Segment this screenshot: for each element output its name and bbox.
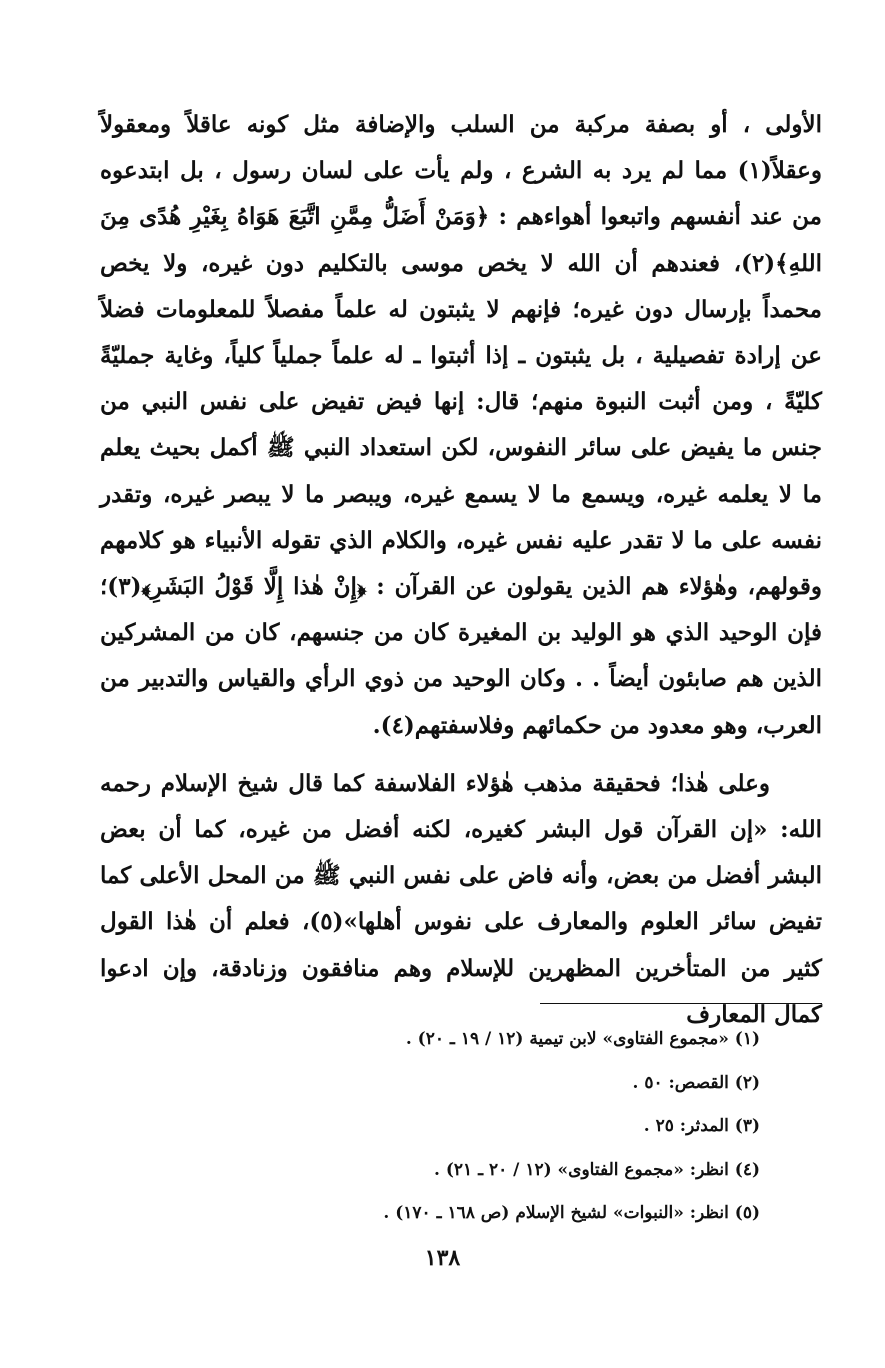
footnote-5: (٥) انظر: «النبوات» لشيخ الإسلام (ص ١٦٨ ـ ١٧٠) . — [383, 1203, 760, 1223]
footnote-2: (٢) القصص: ٥٠ . — [632, 1072, 760, 1093]
footnote-4: (٤) انظر: «مجموع الفتاوى» (١٢ / ٢٠ ـ ٢١) . — [434, 1159, 760, 1180]
footnote-1: (١) «مجموع الفتاوى» لابن تيمية (١٢ / ١٩ ـ ٢٠) . — [405, 1029, 760, 1049]
footnote-separator — [540, 1003, 822, 1004]
paragraph-2: وعلى هٰذا؛ فحقيقة مذهب هٰؤلاء الفلاسفة كما قال شيخ الإسلام رحمه الله: «إن القرآن قول البشر كغيره، لكنه أفضل من غيره، كما أن بعض البشر أفضل من بعض، وأنه فاض على نفس النبي ﷺ من المحل الأعلى كما تفيض سائر العلوم والمعارف على نفوس أهلها»(٥)، فعلم أن هٰذا القول كثير من المتأخرين المظهرين للإسلام وهم منافقون وزنادقة، وإن ادعوا كمال المعارف — [100, 769, 822, 1028]
footnotes — [100, 1018, 760, 1236]
footnote-3: (٣) المدثر: ٢٥ . — [643, 1116, 760, 1136]
paragraph-1: الأولى ، أو بصفة مركبة من السلب والإضافة مثل كونه عاقلاً ومعقولاً وعقلاً(١) مما لم يرد به الشرع ، ولم يأت على لسان رسول ، بل ابتدعوه من عند أنفسهم واتبعوا أهواءهم : ﴿وَمَنْ أَضَلُّ مِمَّنِ اتَّبَعَ هَوَاهُ بِغَيْرِ هُدًى مِنَ اللهِ﴾(٢)، فعندهم أن الله لا يخص موسى بالتكليم دون غيره، ولا يخص محمداً بإرسال دون غيره؛ فإنهم لا يثبتون له علماً مفصلاً للمعلومات فضلاً عن إرادة تفصيلية ، بل يثبتون ـ إذا أثبتوا ـ له علماً جملياً كلياً، وغاية جمليّةً كليّةً ، ومن أثبت النبوة منهم؛ قال: إنها فيض تفيض على نفس النبي من جنس ما يفيض على سائر النفوس، لكن استعداد النبي ﷺ أكمل بحيث يعلم ما لا يعلمه غيره، ويسمع ما لا يسمع غيره، ويبصر ما لا يبصر غيره، وتقدر نفسه على ما لا تقدر عليه نفس غيره، والكلام الذي تقوله الأنبياء هو كلامهم وقولهم، وهٰؤلاء هم الذين يقولون عن القرآن : ﴿إِنْ هٰذا إِلَّا قَوْلُ البَشَرِ﴾(٣)؛ فإن الوحيد الذي هو الوليد بن المغيرة كان من جنسهم، كان من المشركين الذين هم صابئون أيضاً . . وكان الوحيد من ذوي الرأي والقياس والتدبير من العرب، وهو معدود من حكمائهم وفلاسفتهم(٤). — [100, 111, 822, 739]
main-text — [100, 102, 822, 1038]
page-number: ١٣٨ — [424, 1245, 461, 1271]
